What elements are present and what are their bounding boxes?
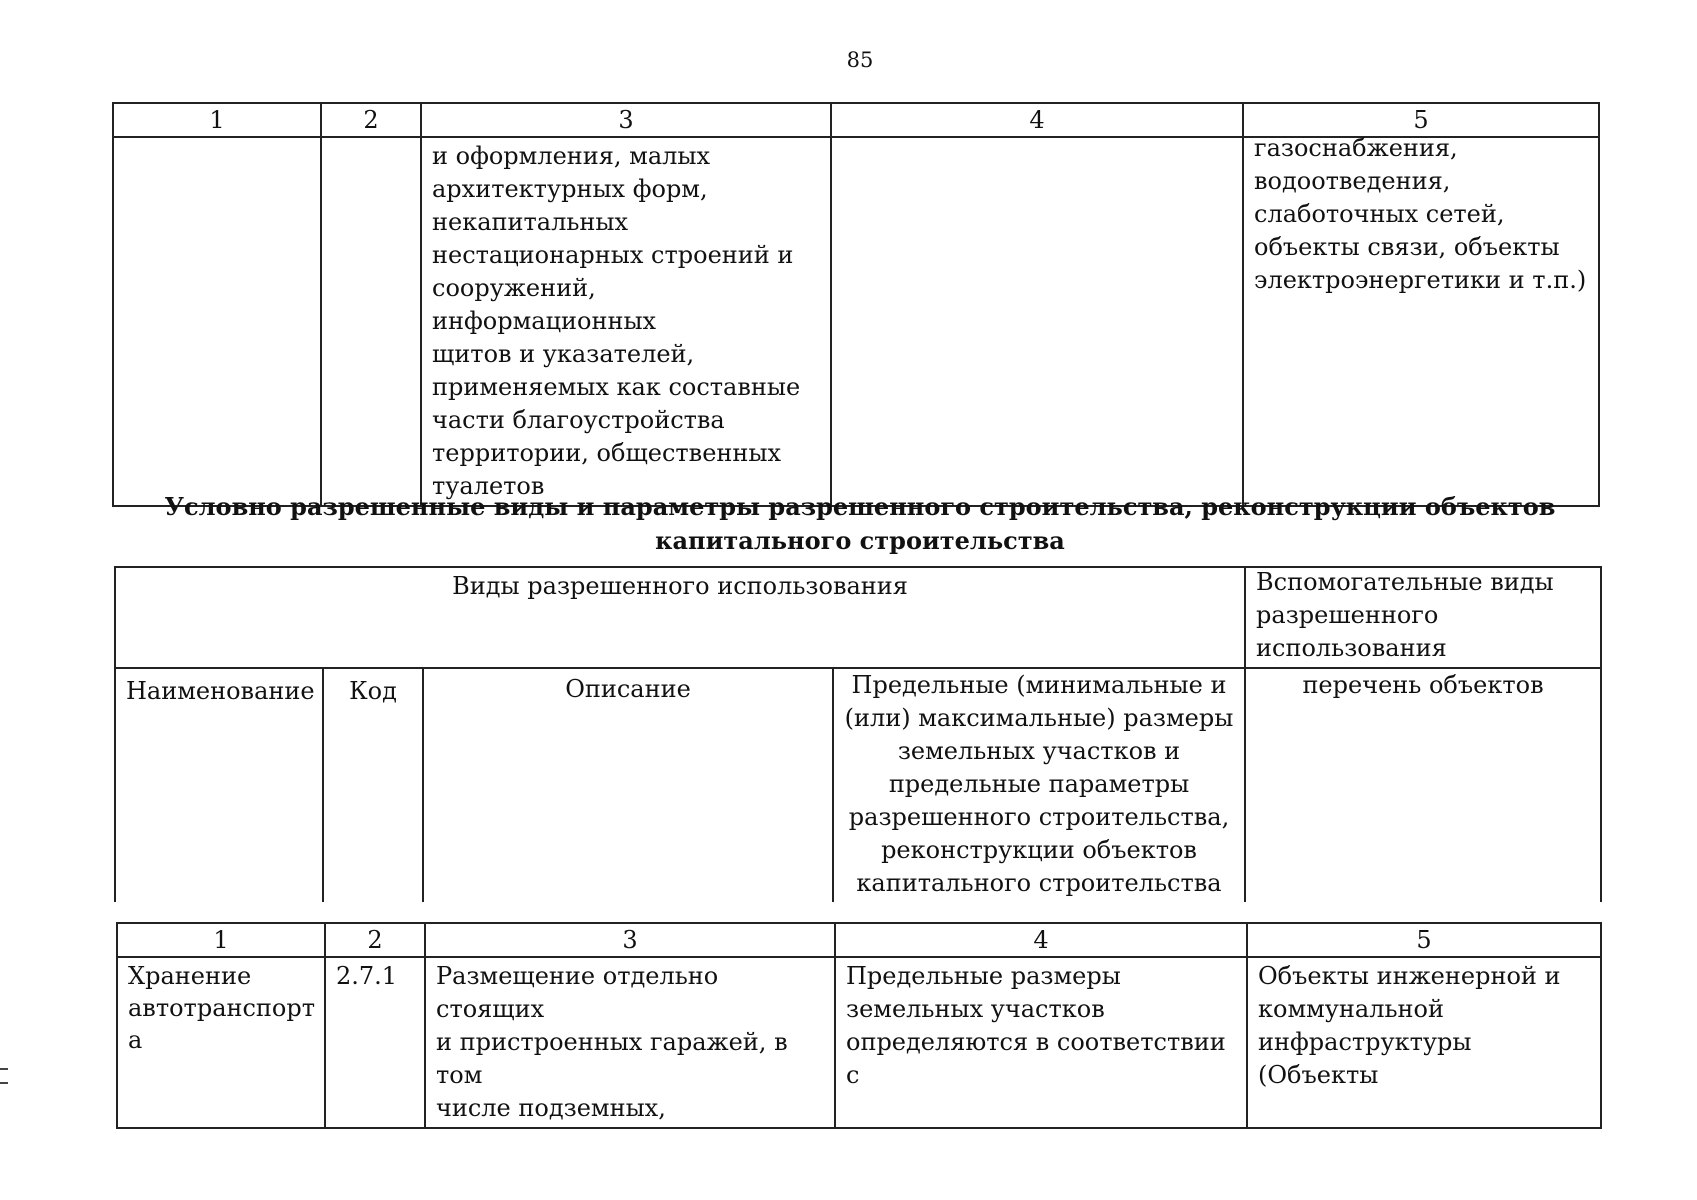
permitted-use-table: [116, 922, 1602, 1129]
group-header-permitted-uses: Виды разрешенного использования: [115, 567, 1245, 668]
column-number-1: 1: [117, 923, 325, 957]
column-number-3: 3: [421, 103, 831, 137]
cell-description: и оформления, малых архитектурных форм, некапитальных нестационарных строений и сооружений, информационных щитов и указателей, применяемых как составные части благоустройства территории, общественных туалетов: [421, 137, 831, 506]
header-objects-list: перечень объектов: [1245, 668, 1601, 902]
margin-mark: [0, 1068, 8, 1084]
header-group-row: [115, 567, 1601, 668]
cell-limits: Предельные размеры земельных участков определяются в соответствии с: [835, 957, 1247, 1128]
header-limits: Предельные (минимальные и (или) максимальные) размеры земельных участков и предельные параметры разрешенного строительства, реконструкции объектов капитального строительства: [833, 668, 1245, 902]
cell-name: [113, 137, 321, 506]
column-number-2: 2: [321, 103, 421, 137]
page-number: 85: [846, 48, 874, 72]
cell-code: [321, 137, 421, 506]
column-number-2: 2: [325, 923, 425, 957]
section-heading: Условно разрешенные виды и параметры разрешенного строительства, реконструкции объектов капитального строительства: [164, 492, 1556, 555]
group-header-auxiliary-uses: Вспомогательные виды разрешенного использования: [1245, 567, 1601, 668]
column-number-1: 1: [113, 103, 321, 137]
column-number-3: 3: [425, 923, 835, 957]
column-number-4: 4: [831, 103, 1243, 137]
header-column-row: [115, 668, 1601, 902]
cell-name: Хранение автотранспорт а: [117, 957, 325, 1128]
continuation-table: [112, 102, 1600, 507]
column-number-5: 5: [1247, 923, 1601, 957]
column-number-5: 5: [1243, 103, 1599, 137]
table-row: [113, 137, 1599, 506]
column-number-4: 4: [835, 923, 1247, 957]
column-number-row: [117, 923, 1601, 957]
header-description: Описание: [423, 668, 833, 902]
table-row: [117, 957, 1601, 1128]
header-code: Код: [323, 668, 423, 902]
cell-code: 2.7.1: [325, 957, 425, 1128]
header-name: Наименование: [115, 668, 323, 902]
cell-limits: [831, 137, 1243, 506]
cell-objects: Объекты инженерной и коммунальной инфраструктуры (Объекты: [1247, 957, 1601, 1128]
permitted-use-header-table: [114, 566, 1602, 902]
cell-objects: газоснабжения, водоотведения, слаботочных сетей, объекты связи, объекты электроэнергетики и т.п.): [1243, 137, 1599, 506]
cell-description: Размещение отдельно стоящих и пристроенных гаражей, в том числе подземных,: [425, 957, 835, 1128]
